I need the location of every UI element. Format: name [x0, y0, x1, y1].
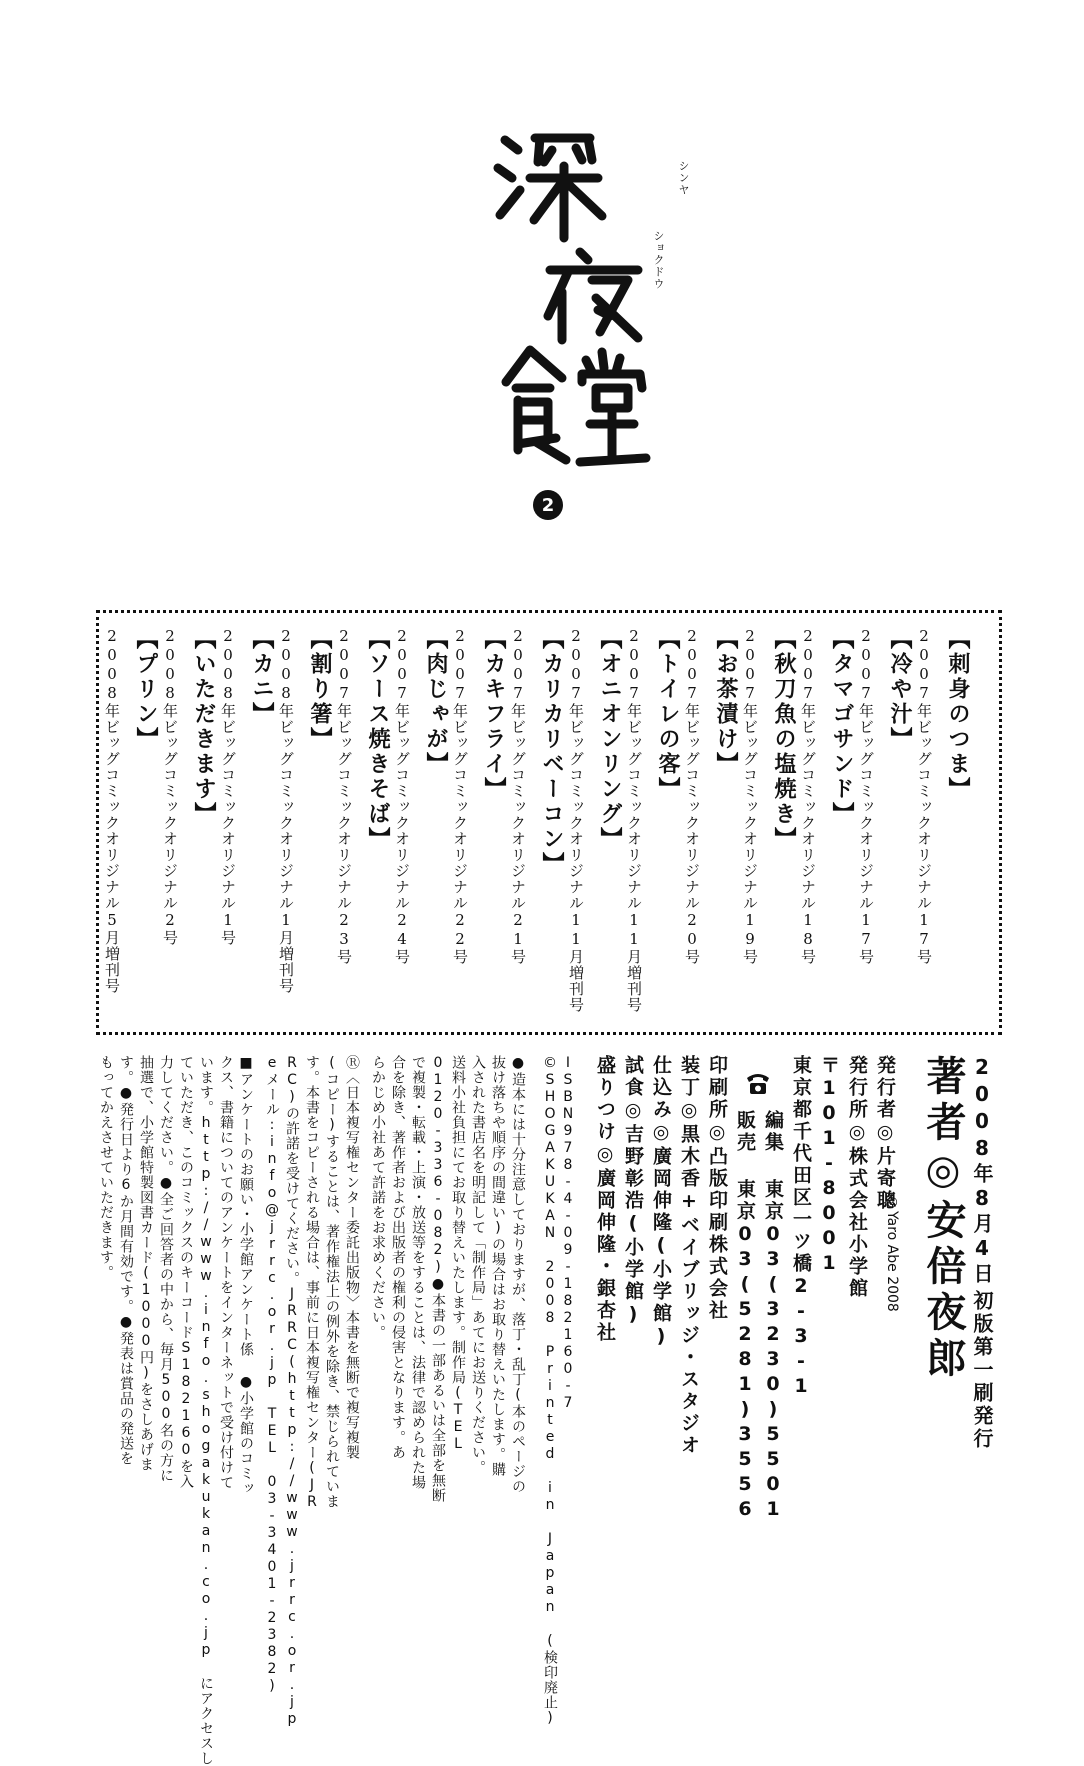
notes-line: 力してください。●全ご回答者の中から、毎月500名の方に — [158, 1055, 174, 1483]
notes-line: 0120-336-082)●本書の一部あるいは全部を無断 — [430, 1055, 446, 1503]
volume-number-badge: 2 — [533, 490, 563, 520]
notes-line: ていただき、このコミックスのキーコードS182160を入 — [178, 1055, 194, 1489]
story-title: 【肉じゃが】 — [423, 627, 449, 777]
notes-line: で複製・転載・上演・放送等をすることは、法律で認められた場 — [410, 1055, 426, 1490]
notes-line: す。本書をコピーされる場合は、事前に日本複写権センター(JR — [304, 1055, 320, 1511]
prep-credit: 仕込み◎廣岡伸隆(小学館) — [650, 1055, 672, 1350]
story-title: 【プリン】 — [133, 627, 159, 752]
notes-line: 入された書店名を明記して「制作局」あてにお送りください。 — [470, 1055, 486, 1475]
notes-line: 抜け落ちや順序の間違い)の場合はお取り替えいたします。購 — [490, 1055, 506, 1477]
author-copyright: ©Yaro Abe 2008 — [884, 1195, 900, 1312]
story-source: 2008年ビッグコミックオリジナル2号 — [161, 627, 179, 946]
story-source: 2008年ビッグコミックオリジナル1号 — [219, 627, 237, 946]
title-ruby-shinya: シンヤ — [677, 160, 690, 196]
printed-in-japan: ©SHOGAKUKAN 2008 Printed in Japan (検印廃止) — [542, 1055, 558, 1727]
notes-line: らかじめ小社あて許諾をお求めください。 — [370, 1055, 386, 1340]
story-source: 2007年ビッグコミックオリジナル22号 — [451, 627, 469, 965]
notes-line: います。http://www.info.shogakukan.co.jp にアクセスし — [198, 1055, 214, 1766]
notes-line: ●造本には十分注意しておりますが、落丁・乱丁(本のページの — [510, 1055, 526, 1494]
plating-credit: 盛りつけ◎廣岡伸隆・銀杏社 — [594, 1055, 616, 1344]
printer-credit: 印刷所◎凸版印刷株式会社 — [706, 1055, 728, 1322]
story-title: 【タマゴサンド】 — [829, 627, 855, 827]
story-source: 2007年ビッグコミックオリジナル20号 — [683, 627, 701, 965]
story-source: 2007年ビッグコミックオリジナル17号 — [915, 627, 933, 965]
story-title: 【オニオンリング】 — [597, 627, 623, 852]
notes-line: (コピー)することは、著作権法上の例外を除き、禁じられていま — [324, 1055, 340, 1509]
story-source: 2007年ビッグコミックオリジナル24号 — [393, 627, 411, 965]
story-source: 2007年ビッグコミックオリジナル19号 — [741, 627, 759, 965]
postal-code: 〒101-8001 — [818, 1055, 840, 1277]
design-credit: 装丁◎黒木香+ベイブリッジ・スタジオ — [678, 1055, 700, 1457]
notes-line: ■アンケートのお願い・小学館アンケート係 ●小学館のコミッ — [238, 1055, 254, 1496]
story-title: 【割り箸】 — [307, 627, 333, 752]
story-title: 【カリカリベーコン】 — [539, 627, 565, 877]
story-title: 【いただきます】 — [191, 627, 217, 827]
notes-line: もってかえさせていただきます。 — [98, 1055, 114, 1280]
author-credit: 著者◎安倍夜郎 — [920, 1055, 966, 1383]
story-title: 【秋刀魚の塩焼き】 — [771, 627, 797, 852]
publisher-address: 東京都千代田区一ツ橋2-3-1 — [790, 1055, 812, 1400]
contents-list — [96, 610, 1002, 1035]
notes-line: クス、書籍についてのアンケートをインターネットで受け付けて — [218, 1055, 234, 1490]
notes-line: 抽選で、小学館特製図書カード(1000円)をさしあげま — [138, 1055, 154, 1472]
isbn: ISBN978-4-09-182160-7 — [560, 1055, 576, 1412]
story-source: 2007年ビッグコミックオリジナル21号 — [509, 627, 527, 965]
telephone-icon — [745, 1070, 771, 1096]
story-title: 【刺身のつま】 — [945, 627, 971, 802]
taste-credit: 試食◎吉野彰浩(小学館) — [622, 1055, 644, 1328]
story-source: 2007年ビッグコミックオリジナル18号 — [799, 627, 817, 965]
story-source: 2008年ビッグコミックオリジナル5月増刊号 — [103, 627, 121, 994]
notes-line: 合を除き、著作者および出版者の権利の侵害となります。あ — [390, 1055, 406, 1460]
notes-line: Ⓡ〈日本複写権センター委託出版物〉本書を無断で複写複製 — [344, 1055, 360, 1460]
story-title: 【冷や汁】 — [887, 627, 913, 752]
publication-date: 2008年8月4日 — [970, 1055, 994, 1286]
notes-line: RC)の許諾を受けてください。JRRC(http://www.jrrc.or.jp — [284, 1055, 300, 1728]
edition-label: 初版第一刷発行 — [970, 1290, 994, 1451]
story-title: 【お茶漬け】 — [713, 627, 739, 777]
notes-line: 送料小社負担にてお取り替えいたします。制作局(TEL — [450, 1055, 466, 1453]
story-title: 【ソース焼きそば】 — [365, 627, 391, 852]
story-source: 2008年ビッグコミックオリジナル1月増刊号 — [277, 627, 295, 994]
tel-editorial: 編集 東京03(3230)5501 — [762, 1110, 784, 1523]
publisher-name: 発行所◎株式会社小学館 — [846, 1055, 868, 1300]
story-source: 2007年ビッグコミックオリジナル11月増刊号 — [625, 627, 643, 1013]
story-title: 【カニ】 — [249, 627, 275, 727]
story-title: 【トイレの客】 — [655, 627, 681, 802]
title-ruby-shokudo: ショクドウ — [652, 230, 665, 290]
story-source: 2007年ビッグコミックオリジナル23号 — [335, 627, 353, 965]
story-title: 【カキフライ】 — [481, 627, 507, 802]
notes-line: す。●発行日より6か月間有効です。●発表は賞品の発送を — [118, 1055, 134, 1466]
story-source: 2007年ビッグコミックオリジナル11月増刊号 — [567, 627, 585, 1013]
title-calligraphy — [470, 120, 690, 480]
story-source: 2007年ビッグコミックオリジナル17号 — [857, 627, 875, 965]
book-title — [470, 120, 690, 480]
publisher-person: 発行者◎片寄聰 — [874, 1055, 896, 1212]
tel-sales: 販売 東京03(5281)3556 — [734, 1110, 756, 1523]
notes-line: eメール:info@jrrc.or.jp TEL 03-3401-2382) — [264, 1055, 280, 1695]
